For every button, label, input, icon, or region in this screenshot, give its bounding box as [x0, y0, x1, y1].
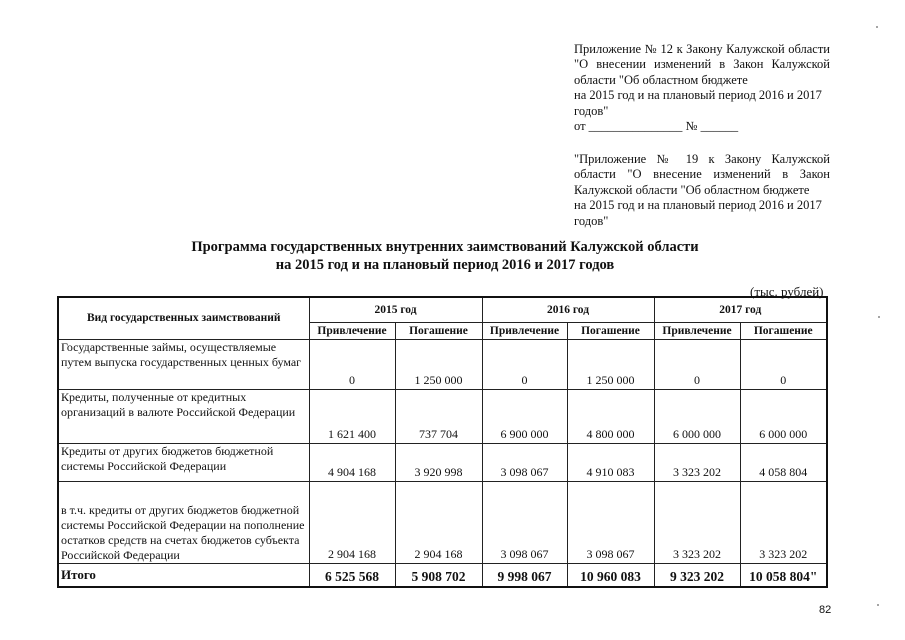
scan-speck — [878, 316, 880, 318]
subheader: Привлечение — [654, 322, 740, 339]
units-label: (тыс. рублей) — [750, 284, 824, 299]
document-title-line2: на 2015 год и на плановый период 2016 и 2017 годов — [275, 257, 615, 273]
appendix-19-header — [574, 152, 830, 229]
subheader: Погашение — [395, 322, 482, 339]
total-cell: 10 058 804" — [740, 563, 827, 587]
table-cell: 2 904 168 — [309, 481, 395, 563]
subheader: Привлечение — [482, 322, 567, 339]
appendix-12-text: Приложение № 12 к Закону Калужской области "О внесении изменений в Закон Калужской области "Об областном бюджете — [574, 42, 830, 87]
header-row-years — [58, 297, 827, 322]
table-cell: 4 800 000 — [567, 389, 654, 443]
table-cell: 3 920 998 — [395, 443, 482, 481]
total-cell: 10 960 083 — [567, 563, 654, 587]
table-cell: 3 098 067 — [567, 481, 654, 563]
year-header: 2015 год — [309, 297, 482, 322]
table-row — [58, 481, 827, 563]
total-label: Итого — [58, 563, 309, 587]
table-cell: 3 323 202 — [740, 481, 827, 563]
table-row — [58, 339, 827, 389]
subheader: Погашение — [567, 322, 654, 339]
table-cell: 2 904 168 — [395, 481, 482, 563]
year-header: 2016 год — [482, 297, 654, 322]
table-cell: 3 323 202 — [654, 481, 740, 563]
total-row — [58, 563, 827, 587]
table-row — [58, 443, 827, 481]
table-cell: 4 058 804 — [740, 443, 827, 481]
table-cell: 0 — [654, 339, 740, 389]
document-title-line1: Программа государственных внутренних заимствований Калужской области — [191, 239, 699, 255]
table-cell: 3 098 067 — [482, 443, 567, 481]
document-title — [60, 238, 830, 274]
table-cell: 6 000 000 — [654, 389, 740, 443]
total-cell: 6 525 568 — [309, 563, 395, 587]
row-label: в т.ч. кредиты от других бюджетов бюджетной системы Российской Федерации на пополнение остатков средств на счетах бюджетов субъекта Российской Федерации — [58, 481, 309, 563]
subheader: Привлечение — [309, 322, 395, 339]
table-cell: 4 910 083 — [567, 443, 654, 481]
table-cell: 4 904 168 — [309, 443, 395, 481]
total-cell: 5 908 702 — [395, 563, 482, 587]
table-cell: 0 — [740, 339, 827, 389]
total-cell: 9 323 202 — [654, 563, 740, 587]
year-header: 2017 год — [654, 297, 827, 322]
total-cell: 9 998 067 — [482, 563, 567, 587]
appendix-12-header — [574, 42, 830, 134]
table-cell: 3 098 067 — [482, 481, 567, 563]
page-number: 82 — [819, 604, 832, 616]
appendix-12-text-end: на 2015 год и на плановый период 2016 и 2017 годов" — [574, 88, 822, 118]
row-label: Кредиты от других бюджетов бюджетной системы Российской Федерации — [58, 443, 309, 481]
appendix-19-text: "Приложение № 19 к Закону Калужской области "О внесение изменений в Закон Калужской области "Об областном бюджете — [574, 152, 830, 197]
row-label: Кредиты, полученные от кредитных организаций в валюте Российской Федерации — [58, 389, 309, 443]
table-cell: 1 621 400 — [309, 389, 395, 443]
type-header: Вид государственных заимствований — [58, 297, 309, 339]
scan-speck — [876, 26, 878, 28]
table-cell: 3 323 202 — [654, 443, 740, 481]
appendix-19-text-end: на 2015 год и на плановый период 2016 и 2017 годов" — [574, 198, 822, 228]
table-cell: 1 250 000 — [567, 339, 654, 389]
scan-speck — [877, 604, 879, 606]
table-cell: 0 — [482, 339, 567, 389]
table-cell: 6 900 000 — [482, 389, 567, 443]
borrowing-program-table — [57, 296, 828, 588]
table-cell: 1 250 000 — [395, 339, 482, 389]
table-cell: 737 704 — [395, 389, 482, 443]
subheader: Погашение — [740, 322, 827, 339]
table-cell: 0 — [309, 339, 395, 389]
table-cell: 6 000 000 — [740, 389, 827, 443]
table-row — [58, 389, 827, 443]
appendix-12-date-line: от _______________ № ______ — [574, 119, 739, 134]
row-label: Государственные займы, осуществляемые путем выпуска государственных ценных бумаг — [58, 339, 309, 389]
